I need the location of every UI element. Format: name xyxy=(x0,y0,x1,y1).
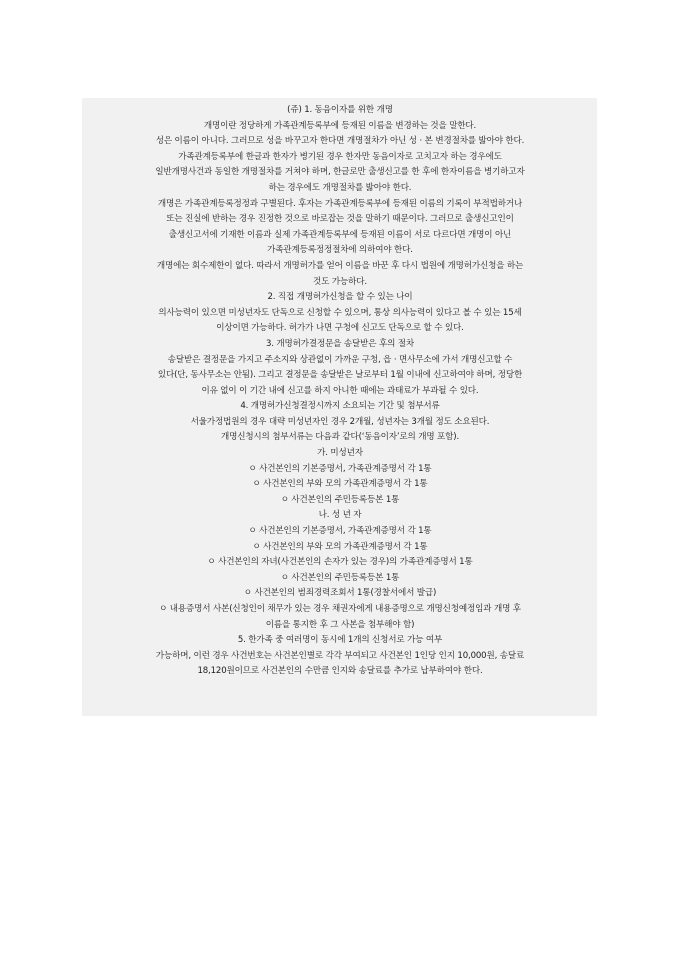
list-item: ㅇ 사건본인의 범죄경력조회서 1통(경찰서에서 발급) xyxy=(243,588,437,599)
text-line: 일반개명사건과 동일한 개명절차를 거쳐야 하며, 한글로만 출생신고를 한 후에 한자이름을 병기하고자 xyxy=(155,167,525,178)
text-line: 개명신청시의 첨부서류는 다음과 같다(‘동음이자’로의 개명 포함). xyxy=(220,432,460,443)
text-line: 이유 없이 이 기간 내에 신고를 하지 아니한 때에는 과태료가 부과될 수 있다. xyxy=(201,385,479,396)
document-body xyxy=(86,103,594,680)
text-line: 가족관계등록부에 한글과 한자가 병기된 경우 한자만 동음이자로 고치고자 하는 경우에도 xyxy=(178,151,502,162)
text-line: 하는 경우에도 개명절차를 밟아야 한다. xyxy=(268,182,412,193)
text-line: 18,120원이므로 사건본인의 수만큼 인지와 송달료를 추가로 납부하여야 한다. xyxy=(197,666,483,677)
text-line: 개명이란 정당하게 가족관계등록부에 등재된 이름을 변경하는 것을 말한다. xyxy=(203,120,477,131)
text-line: 이름을 통지한 후 그 사본을 첨부해야 함) xyxy=(265,619,415,630)
text-line: 서울가정법원의 경우 대략 미성년자인 경우 2개월, 성년자는 3개월 정도 소요된다. xyxy=(190,416,490,427)
section-3-heading: 3. 개명허가결정문을 송달받은 후의 절차 xyxy=(265,338,415,349)
text-line: 성은 이름이 아니다. 그러므로 성을 바꾸고자 한다면 개명절차가 아닌 성 · 본 변경절차를 밟아야 한다. xyxy=(155,136,525,147)
subheading-minor: 가. 미성년자 xyxy=(317,448,363,459)
list-item: ㅇ 사건본인의 부와 모의 가족관계증명서 각 1통 xyxy=(252,479,428,490)
text-line: 의사능력이 있으면 미성년자도 단독으로 신청할 수 있으며, 통상 의사능력이 있다고 볼 수 있는 15세 xyxy=(158,307,522,318)
list-item: ㅇ 사건본인의 기본증명서, 가족관계증명서 각 1통 xyxy=(248,463,432,474)
section-4-heading: 4. 개명허가신청결정시까지 소요되는 기간 및 첨부서류 xyxy=(240,401,440,412)
list-item: ㅇ 사건본인의 주민등록등본 1통 xyxy=(280,494,400,505)
text-line: 송달받은 결정문을 가지고 주소지와 상관없이 가까운 구청, 읍 · 면사무소에 가서 개명신고할 수 xyxy=(167,354,513,365)
text-line: 가족관계등록정정절차에 의하여야 한다. xyxy=(267,245,413,256)
text-line: 가능하며, 이런 경우 사건번호는 사건본인별로 각각 부여되고 사건본인 1인당 인지 10,000원, 송달료 xyxy=(155,650,525,661)
list-item: ㅇ 사건본인의 부와 모의 가족관계증명서 각 1통 xyxy=(252,541,428,552)
text-line: 것도 가능하다. xyxy=(313,276,367,287)
list-item: ㅇ 사건본인의 자녀(사건본인의 손자가 있는 경우)의 가족관계증명서 1통 xyxy=(207,557,473,568)
text-line: 또는 진실에 반하는 경우 진정한 것으로 바로잡는 것을 말하기 때문이다. 그러므로 출생신고인이 xyxy=(166,214,514,225)
text-line: 개명은 가족관계등록정정과 구별된다. 후자는 가족관계등록부에 등재된 이름의 기록이 부적법하거나 xyxy=(157,198,523,209)
subheading-adult: 나. 성 년 자 xyxy=(318,510,362,521)
list-item: ㅇ 내용증명서 사본(신청인이 채무가 있는 경우 채권자에게 내용증명으로 개명신청예정임과 개명 후 xyxy=(159,604,521,614)
section-1-heading: (쥬) 1. 동음이자를 위한 개명 xyxy=(287,105,393,115)
text-line: 개명에는 회수제한이 없다. 따라서 개명허가를 얻어 이름을 바꾼 후 다시 법원에 개명허가신청을 하는 xyxy=(156,260,524,271)
text-line: 있다(단, 동사무소는 안됨). 그리고 결정문을 송달받은 날로부터 1월 이내에 신고하여야 하며, 정당한 xyxy=(157,370,523,381)
text-line: 이상이면 가능하다. 허가가 나면 구청에 신고도 단독으로 할 수 있다. xyxy=(216,323,464,334)
section-2-heading: 2. 직접 개명허가신청을 할 수 있는 나이 xyxy=(267,292,413,303)
list-item: ㅇ 사건본인의 기본증명서, 가족관계증명서 각 1통 xyxy=(248,526,432,537)
list-item: ㅇ 사건본인의 주민등록등본 1통 xyxy=(280,572,400,583)
text-line: 출생신고서에 기재한 이름과 실제 가족관계등록부에 등재된 이름이 서로 다르다면 개명이 아닌 xyxy=(168,229,512,240)
section-5-heading: 5. 한가족 중 여러명이 동시에 1개의 신청서로 가능 여부 xyxy=(237,635,443,646)
